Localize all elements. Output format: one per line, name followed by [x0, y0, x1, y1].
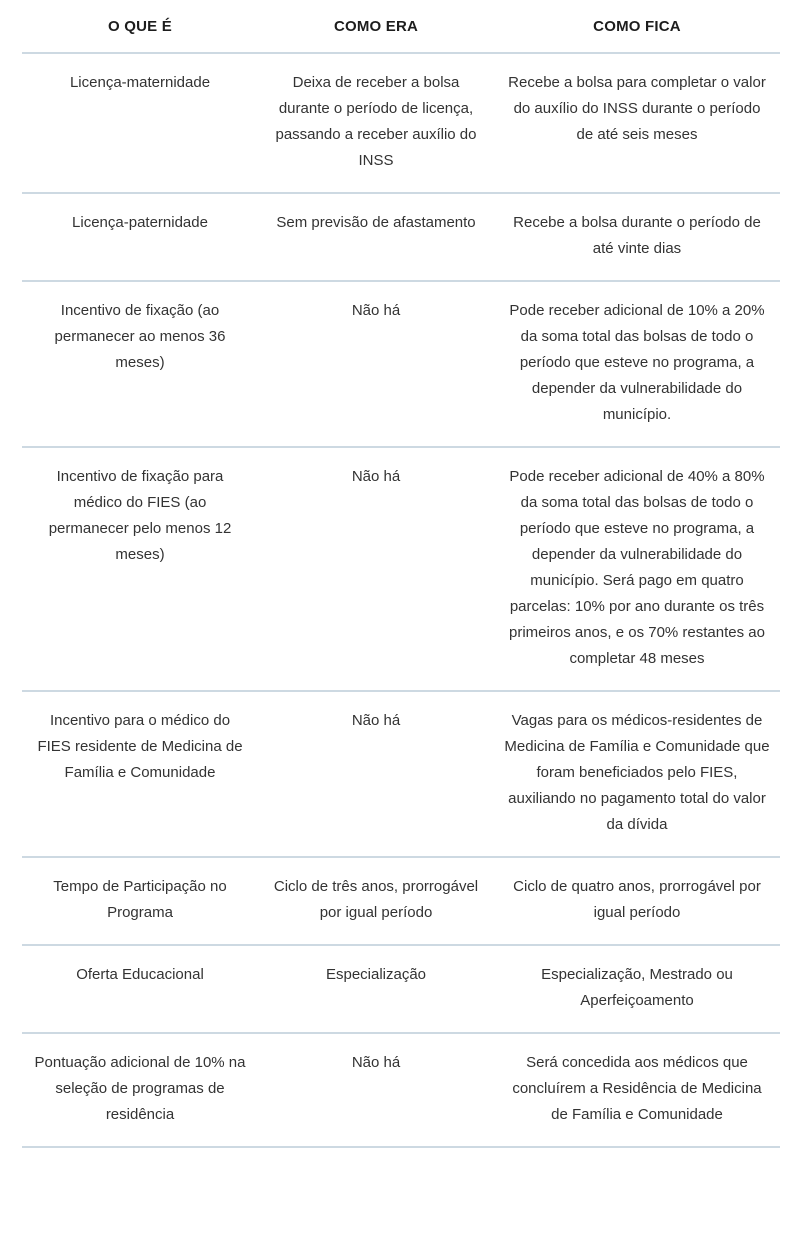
table-row: [22, 281, 780, 447]
cell-como-era: [258, 281, 494, 447]
cell-text: Pontuação adicional de 10% na seleção de programas de residência: [34, 1054, 246, 1123]
column-header-como-era: COMO ERA: [258, 0, 494, 53]
cell-text: Pode receber adicional de 40% a 80% da soma total das bolsas de todo o período que esteve no programa, a depender da vulnerabilidade do município. Será pago em quatro parcelas: 10% por ano durante os três primeiros anos, e os 70% restantes ao completar 48 meses: [509, 468, 765, 667]
cell-como-era: [258, 857, 494, 945]
cell-como-era: [258, 1033, 494, 1147]
cell-como-fica: [494, 193, 780, 281]
column-header-como-fica: COMO FICA: [494, 0, 780, 53]
table-row: [22, 857, 780, 945]
cell-text: Ciclo de três anos, prorrogável por igual período: [273, 878, 479, 921]
table-row: [22, 691, 780, 857]
table-body: [22, 53, 780, 1147]
cell-text: Recebe a bolsa para completar o valor do auxílio do INSS durante o período de até seis meses: [508, 74, 766, 143]
cell-text: Ciclo de quatro anos, prorrogável por igual período: [513, 878, 761, 921]
cell-text: Será concedida aos médicos que concluírem a Residência de Medicina de Família e Comunidade: [512, 1054, 762, 1123]
table-row: [22, 1033, 780, 1147]
cell-text: Sem previsão de afastamento: [276, 214, 476, 231]
column-header-o-que-e: O QUE É: [22, 0, 258, 53]
cell-text: Licença-maternidade: [69, 74, 211, 91]
comparison-table: [22, 0, 780, 1148]
cell-como-fica: [494, 1033, 780, 1147]
table-header: [22, 0, 780, 53]
table-row: [22, 193, 780, 281]
cell-o-que-e: [22, 447, 258, 691]
cell-como-era: [258, 945, 494, 1033]
cell-text: Vagas para os médicos-residentes de Medicina de Família e Comunidade que foram beneficiados pelo FIES, auxiliando no pagamento total do valor da dívida: [504, 712, 770, 833]
cell-como-era: [258, 53, 494, 193]
cell-o-que-e: [22, 1033, 258, 1147]
cell-text: Licença-paternidade: [72, 214, 208, 231]
cell-text: Não há: [351, 712, 401, 729]
cell-text: Tempo de Participação no Programa: [53, 878, 227, 921]
cell-como-fica: [494, 691, 780, 857]
cell-text: Incentivo para o médico do FIES residente de Medicina de Família e Comunidade: [37, 712, 243, 781]
cell-como-fica: [494, 281, 780, 447]
cell-o-que-e: [22, 857, 258, 945]
cell-text: Especialização, Mestrado ou Aperfeiçoamento: [541, 966, 733, 1009]
cell-text: Especialização: [325, 966, 427, 983]
cell-o-que-e: [22, 281, 258, 447]
cell-text: Deixa de receber a bolsa durante o período de licença, passando a receber auxílio do INSS: [275, 74, 477, 169]
cell-text: Pode receber adicional de 10% a 20% da soma total das bolsas de todo o período que esteve no programa, a depender da vulnerabilidade do município.: [509, 302, 765, 423]
cell-como-fica: [494, 945, 780, 1033]
table-row: [22, 945, 780, 1033]
cell-como-era: [258, 447, 494, 691]
cell-o-que-e: [22, 193, 258, 281]
cell-text: Incentivo de fixação (ao permanecer ao menos 36 meses): [54, 302, 226, 371]
cell-como-fica: [494, 857, 780, 945]
table-header-row: [22, 0, 780, 53]
cell-como-fica: [494, 53, 780, 193]
cell-como-era: [258, 691, 494, 857]
cell-o-que-e: [22, 53, 258, 193]
cell-text: Incentivo de fixação para médico do FIES (ao permanecer pelo menos 12 meses): [48, 468, 232, 563]
cell-text: Não há: [351, 302, 401, 319]
cell-como-fica: [494, 447, 780, 691]
cell-text: Oferta Educacional: [76, 966, 204, 983]
cell-text: Não há: [351, 1054, 401, 1071]
cell-o-que-e: [22, 691, 258, 857]
table-row: [22, 53, 780, 193]
cell-text: Não há: [351, 468, 401, 485]
cell-o-que-e: [22, 945, 258, 1033]
cell-como-era: [258, 193, 494, 281]
table-row: [22, 447, 780, 691]
cell-text: Recebe a bolsa durante o período de até vinte dias: [513, 214, 761, 257]
